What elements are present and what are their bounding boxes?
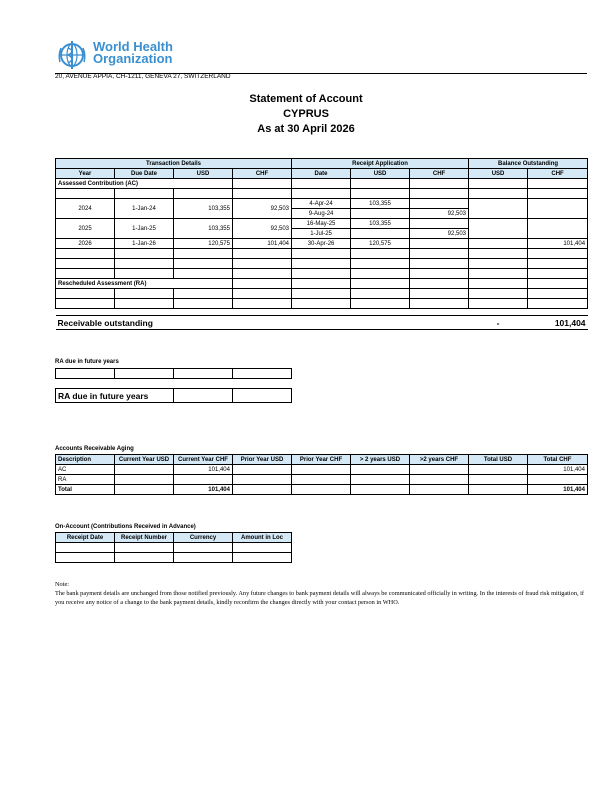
on-account-col-amount: Amount in Loc (233, 533, 292, 543)
aging-total-cell: 101,404 (174, 485, 233, 495)
receipt-date: 16-May-25 (292, 219, 351, 229)
aging-total-cell: 101,404 (528, 485, 588, 495)
table-row (56, 199, 588, 209)
receipt-usd (351, 209, 410, 219)
aging-total-cell (233, 485, 292, 495)
receipt-date: 4-Apr-24 (292, 199, 351, 209)
note (55, 580, 587, 607)
aging-total-cell (292, 485, 351, 495)
aging-cell (469, 465, 528, 475)
ra-future-big-label: RA due in future years (56, 389, 174, 403)
org-name-line1: World Health (93, 39, 173, 54)
note-text: The bank payment details are unchanged from those notified previously. Any future changes to bank payment details will always be communicated officially in writing. In the interests of fraud risk mitigation, if you receive any notice of a change to the bank payment details, kindly reconfirm the changes directly with your contact person in WHO. (55, 590, 584, 606)
balance-chf (528, 199, 588, 219)
aging-total-cell (351, 485, 410, 495)
aging-cell (528, 475, 588, 485)
aging-table (55, 454, 588, 495)
section-ac-label: Assessed Contribution (AC) (56, 179, 233, 189)
col-chf: CHF (233, 169, 292, 179)
aging-col-current-chf: Current Year CHF (174, 455, 233, 465)
country-title: CYPRUS (283, 108, 329, 120)
aging-col-2y-usd: > 2 years USD (351, 455, 410, 465)
table-row (56, 239, 588, 249)
on-account-table (55, 532, 292, 563)
on-account-col-receipt-date: Receipt Date (56, 533, 115, 543)
aging-cell: AC (56, 465, 115, 475)
row-usd: 120,575 (174, 239, 233, 249)
balance-usd (469, 199, 528, 219)
receipt-usd: 103,355 (351, 199, 410, 209)
aging-cell (469, 475, 528, 485)
receipt-usd: 120,575 (351, 239, 410, 249)
receipt-chf: 92,503 (410, 209, 469, 219)
receipt-date: 9-Aug-24 (292, 209, 351, 219)
col-balance-usd: USD (469, 169, 528, 179)
receipt-chf (410, 219, 469, 229)
aging-cell: RA (56, 475, 115, 485)
aging-col-2y-chf: >2 years CHF (410, 455, 469, 465)
on-account-col-receipt-number: Receipt Number (115, 533, 174, 543)
aging-col-current-usd: Current Year USD (115, 455, 174, 465)
table-row-total (56, 485, 588, 495)
address: 20, AVENUE APPIA, CH-1211, GENEVA 27, SWITZERLAND (55, 73, 231, 80)
row-due-date: 1-Jan-26 (115, 239, 174, 249)
row-chf: 92,503 (233, 219, 292, 239)
aging-cell (233, 465, 292, 475)
who-logo (55, 38, 215, 72)
receipt-date: 1-Jul-25 (292, 229, 351, 239)
row-due-date: 1-Jan-24 (115, 199, 174, 219)
col-balance-chf: CHF (528, 169, 588, 179)
row-year: 2024 (56, 199, 115, 219)
aging-title: Accounts Receivable Aging (55, 446, 134, 452)
row-usd: 103,355 (174, 199, 233, 219)
ra-future-small-label: RA due in future years (55, 359, 119, 365)
aging-cell (410, 465, 469, 475)
statement-table (55, 158, 588, 330)
aging-cell (233, 475, 292, 485)
receipt-usd: 103,355 (351, 219, 410, 229)
aging-col-total-usd: Total USD (469, 455, 528, 465)
on-account-title: On-Account (Contributions Received in Advance) (55, 524, 196, 530)
col-usd: USD (174, 169, 233, 179)
who-emblem-icon (55, 38, 89, 72)
aging-col-prior-usd: Prior Year USD (233, 455, 292, 465)
balance-chf (528, 219, 588, 239)
receipt-usd (351, 229, 410, 239)
date-title: As at 30 April 2026 (257, 123, 355, 135)
ra-future-total-table (55, 388, 292, 403)
balance-usd (469, 219, 528, 239)
col-year: Year (56, 169, 115, 179)
receivable-outstanding-label: Receivable outstanding (56, 316, 469, 330)
on-account-col-currency: Currency (174, 533, 233, 543)
receipt-chf: 92,503 (410, 229, 469, 239)
row-year: 2026 (56, 239, 115, 249)
col-receipt-usd: USD (351, 169, 410, 179)
col-due-date: Due Date (115, 169, 174, 179)
group-header-transaction: Transaction Details (56, 159, 292, 169)
receipt-chf (410, 199, 469, 209)
aging-cell (115, 465, 174, 475)
aging-col-prior-chf: Prior Year CHF (292, 455, 351, 465)
balance-chf: 101,404 (528, 239, 588, 249)
aging-col-total-chf: Total CHF (528, 455, 588, 465)
aging-cell (351, 465, 410, 475)
aging-total-cell (410, 485, 469, 495)
aging-total-cell (115, 485, 174, 495)
group-header-receipt: Receipt Application (292, 159, 469, 169)
col-receipt-date: Date (292, 169, 351, 179)
aging-total-cell (469, 485, 528, 495)
row-chf: 92,503 (233, 199, 292, 219)
col-receipt-chf: CHF (410, 169, 469, 179)
receipt-chf (410, 239, 469, 249)
aging-col-description: Description (56, 455, 115, 465)
group-header-balance: Balance Outstanding (469, 159, 588, 169)
row-year: 2025 (56, 219, 115, 239)
table-row (56, 219, 588, 229)
aging-cell (174, 475, 233, 485)
aging-total-cell: Total (56, 485, 115, 495)
table-row (56, 465, 588, 475)
ra-future-table (55, 368, 292, 379)
aging-cell: 101,404 (528, 465, 588, 475)
row-usd: 103,355 (174, 219, 233, 239)
balance-usd (469, 239, 528, 249)
aging-cell (115, 475, 174, 485)
row-chf: 101,404 (233, 239, 292, 249)
row-due-date: 1-Jan-25 (115, 219, 174, 239)
statement-title: Statement of Account (249, 93, 363, 105)
org-name-line2: Organization (93, 51, 173, 66)
aging-cell (410, 475, 469, 485)
section-ra-label: Rescheduled Assessment (RA) (56, 279, 233, 289)
aging-cell (351, 475, 410, 485)
aging-cell (292, 475, 351, 485)
aging-cell (292, 465, 351, 475)
receipt-date: 30-Apr-26 (292, 239, 351, 249)
table-row (56, 475, 588, 485)
receivable-usd: - (469, 316, 528, 330)
receivable-chf: 101,404 (528, 316, 588, 330)
org-name (93, 41, 173, 65)
note-label: Note: (55, 581, 69, 588)
aging-cell: 101,404 (174, 465, 233, 475)
